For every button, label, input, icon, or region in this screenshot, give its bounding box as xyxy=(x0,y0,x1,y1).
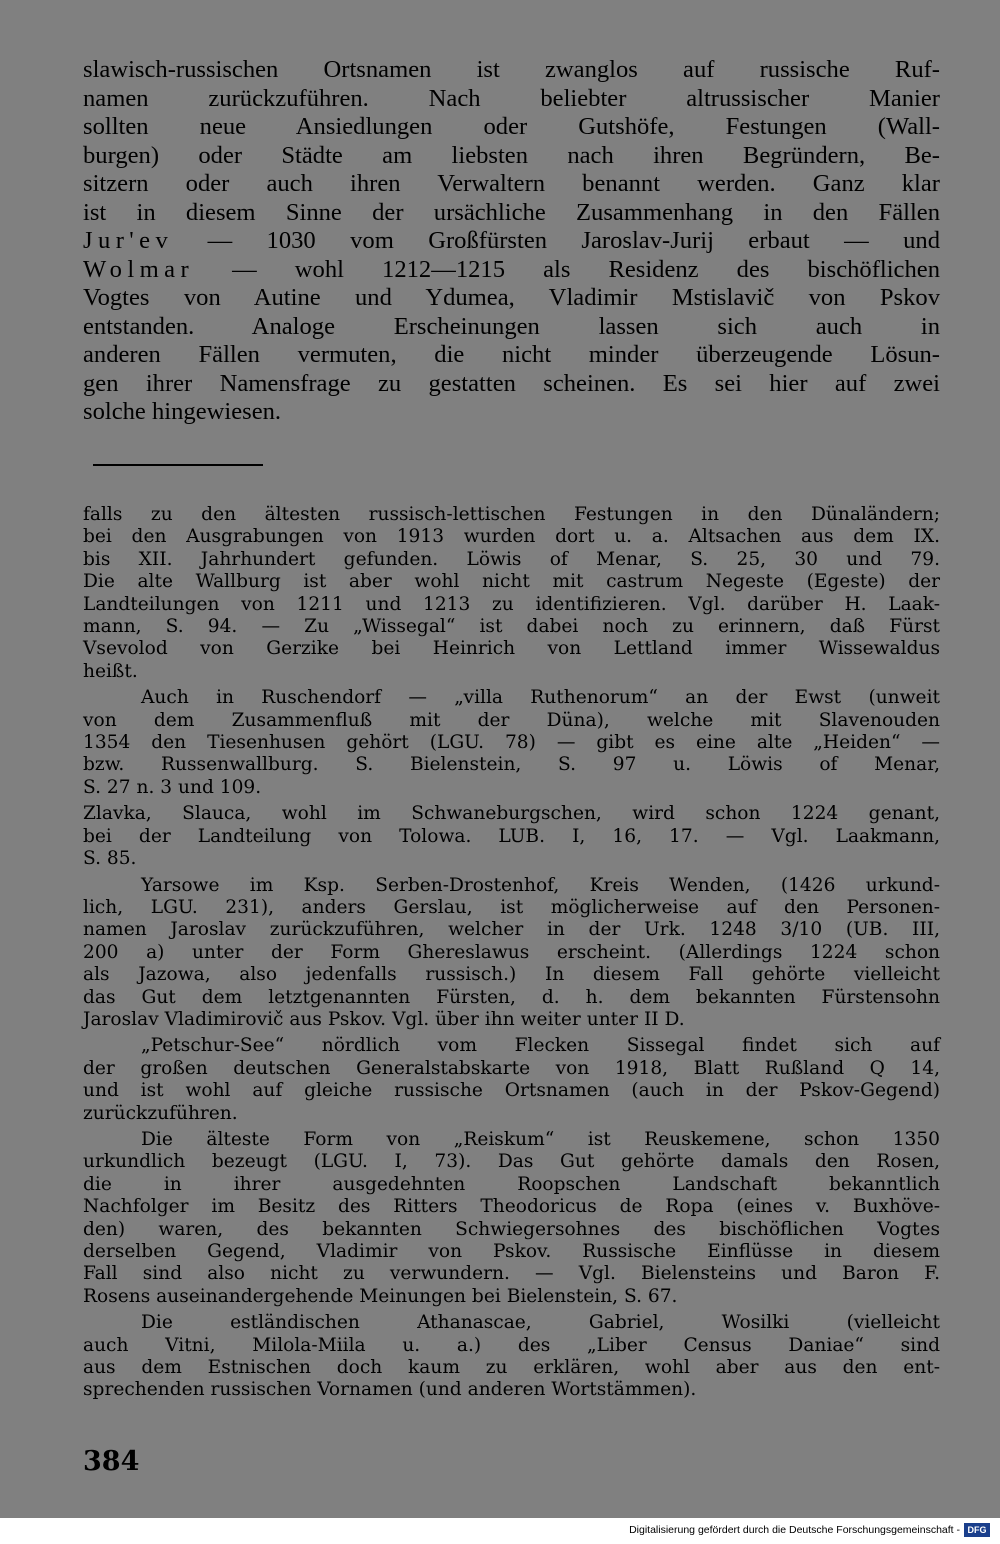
footnote-line: 200 a) unter der Form Ghereslawus erscheint. (Allerdings 1224 schon xyxy=(83,941,940,963)
footnote-separator xyxy=(93,464,263,466)
footnote-paragraph xyxy=(83,1312,940,1402)
text-line: sitzern oder auch ihren Verwaltern benannt werden. Ganz klar xyxy=(83,170,940,197)
text-line: ist in diesem Sinne der ursächliche Zusammenhang in den Fällen xyxy=(83,198,940,226)
footnote-line: Jaroslav Vladimirovič aus Pskov. Vgl. über ihn weiter unter II D. xyxy=(83,1008,685,1030)
footnote-line: sprechenden russischen Vornamen (und anderen Wortstämmen). xyxy=(83,1379,697,1401)
footnote-line: Yarsowe im Ksp. Serben-Drostenhof, Kreis Wenden, (1426 urkund- xyxy=(141,874,940,896)
footnote-line: Auch in Ruschendorf — „villa Ruthenorum“ an der Ewst (unweit xyxy=(141,687,940,709)
footnote-line: die in ihrer ausgedehnten Roopschen Landschaft bekanntlich xyxy=(83,1173,940,1195)
text-segment: — wohl 1212—1215 als Residenz des bischöflichen xyxy=(194,255,940,283)
footnote-line: S. 27 n. 3 und 109. xyxy=(83,776,262,798)
text-line: sollten neue Ansiedlungen oder Gutshöfe, Festungen (Wall- xyxy=(83,113,940,140)
footnote-line: namen Jaroslav zurückzuführen, welcher in der Urk. 1248 3/10 (UB. III, xyxy=(83,919,940,941)
footnote-paragraph xyxy=(83,504,940,683)
footnote-line: mann, S. 94. — Zu „Wissegal“ ist dabei noch zu erinnern, daß Fürst xyxy=(83,616,940,638)
footnote-line: heißt. xyxy=(83,660,138,682)
footnote-line: von dem Zusammenfluß mit der Düna), welche mit Slavenouden xyxy=(83,709,940,731)
footnote-line: das Gut dem letztgenannten Fürsten, d. h. dem bekannten Fürstensohn xyxy=(83,986,940,1008)
footnote-line: den) waren, des bekannten Schwiegersohnes des bischöflichen Vogtes xyxy=(83,1218,940,1240)
footnote-paragraph xyxy=(83,875,940,1032)
footnote-paragraph xyxy=(83,1035,940,1125)
footnote-line: bis XII. Jahrhundert gefunden. Löwis of Menar, S. 25, 30 und 79. xyxy=(83,548,940,570)
text-line xyxy=(83,256,940,285)
text-line: burgen) oder Städte am liebsten nach ihren Begründern, Be- xyxy=(83,141,940,169)
text-line: entstanden. Analoge Erscheinungen lassen sich auch in xyxy=(83,312,940,340)
footnote-line: und ist wohl auf gleiche russische Ortsnamen (auch in der Pskov-Gegend) xyxy=(83,1080,940,1102)
text-line xyxy=(83,227,940,256)
footnote-paragraph xyxy=(83,803,940,870)
footnote-line: als Jazowa, also jedenfalls russisch.) In diesem Fall gehörte vielleicht xyxy=(83,964,940,986)
footnote-line: Landteilungen von 1211 und 1213 zu identifizieren. Vgl. darüber H. Laak- xyxy=(83,593,940,615)
footnote-line: S. 85. xyxy=(83,848,137,870)
page-number: 384 xyxy=(83,1446,140,1477)
footnote-line: auch Vitni, Milola-Miila u. a.) des „Liber Census Daniae“ sind xyxy=(83,1334,940,1356)
main-text xyxy=(83,56,940,427)
spaced-name: Jur'ev xyxy=(83,227,174,254)
footnote-line: Die älteste Form von „Reiskum“ ist Reuskemene, schon 1350 xyxy=(141,1128,940,1150)
footer-credit: Digitalisierung gefördert durch die Deutsche Forschungsgemeinschaft - xyxy=(629,1524,960,1536)
text-line: namen zurückzuführen. Nach beliebter altrussischer Manier xyxy=(83,84,940,112)
text-line: slawisch-russischen Ortsnamen ist zwanglos auf russische Ruf- xyxy=(83,56,940,83)
footnote-line: 1354 den Tiesenhusen gehört (LGU. 78) — gibt es eine alte „Heiden“ — xyxy=(83,732,940,754)
text-line: solche hingewiesen. xyxy=(83,398,282,425)
footnote-line: falls zu den ältesten russisch-lettischen Festungen in den Dünaländern; xyxy=(83,504,940,525)
footnote-line: bei der Landteilung von Tolowa. LUB. I, 16, 17. — Vgl. Laakmann, xyxy=(83,825,940,847)
footnote-line: „Petschur-See“ nördlich vom Flecken Sissegal findet sich auf xyxy=(141,1035,940,1057)
text-line: gen ihrer Namensfrage zu gestatten scheinen. Es sei hier auf zwei xyxy=(83,369,940,397)
footnote-line: Rosens auseinandergehende Meinungen bei Bielenstein, S. 67. xyxy=(83,1285,678,1307)
footnote-line: bei den Ausgrabungen von 1913 wurden dort u. a. Altsachen aus dem IX. xyxy=(83,526,940,548)
footnote-paragraph xyxy=(83,1129,940,1308)
footnote-line: Die alte Wallburg ist aber wohl nicht mit castrum Negeste (Egeste) der xyxy=(83,571,940,593)
footnote-line: Die estländischen Athanascae, Gabriel, Wosilki (vielleicht xyxy=(141,1312,940,1334)
footnote-line: der großen deutschen Generalstabskarte von 1918, Blatt Rußland Q 14, xyxy=(83,1057,940,1079)
footnote-line: lich, LGU. 231), anders Gerslau, ist möglicherweise auf den Personen- xyxy=(83,896,940,918)
footnote-line: Zlavka, Slauca, wohl im Schwaneburgschen, wird schon 1224 genant, xyxy=(83,803,940,825)
text-line: Vogtes von Autine und Ydumea, Vladimir Mstislavič von Pskov xyxy=(83,284,940,311)
footnote-line: aus dem Estnischen doch kaum zu erklären, wohl aber aus den ent- xyxy=(83,1357,940,1379)
footnotes xyxy=(83,504,940,1406)
text-line: anderen Fällen vermuten, die nicht minder überzeugende Lösun- xyxy=(83,341,940,368)
footnote-line: zurückzuführen. xyxy=(83,1102,238,1124)
spaced-name: Wolmar xyxy=(83,255,195,283)
footnote-line: Fall sind also nicht zu verwundern. — Vgl. Bielensteins und Baron F. xyxy=(83,1263,940,1285)
footnote-line: Vsevolod von Gerzike bei Heinrich von Lettland immer Wissewaldus xyxy=(83,638,940,660)
footnote-line: urkundlich bezeugt (LGU. I, 73). Das Gut gehörte damals den Rosen, xyxy=(83,1151,940,1173)
footnote-paragraph xyxy=(83,687,940,799)
dfg-logo-icon: DFG xyxy=(964,1523,990,1537)
footnote-line: Nachfolger im Besitz des Ritters Theodoricus de Ropa (eines v. Buxhöve- xyxy=(83,1196,940,1218)
digitization-footer xyxy=(0,1518,1000,1544)
footnote-line: derselben Gegend, Vladimir von Pskov. Russische Einflüsse in diesem xyxy=(83,1241,940,1262)
text-segment: — 1030 vom Großfürsten Jaroslav-Jurij erbaut — und xyxy=(173,227,940,254)
footnote-line: bzw. Russenwallburg. S. Bielenstein, S. 97 u. Löwis of Menar, xyxy=(83,754,940,776)
